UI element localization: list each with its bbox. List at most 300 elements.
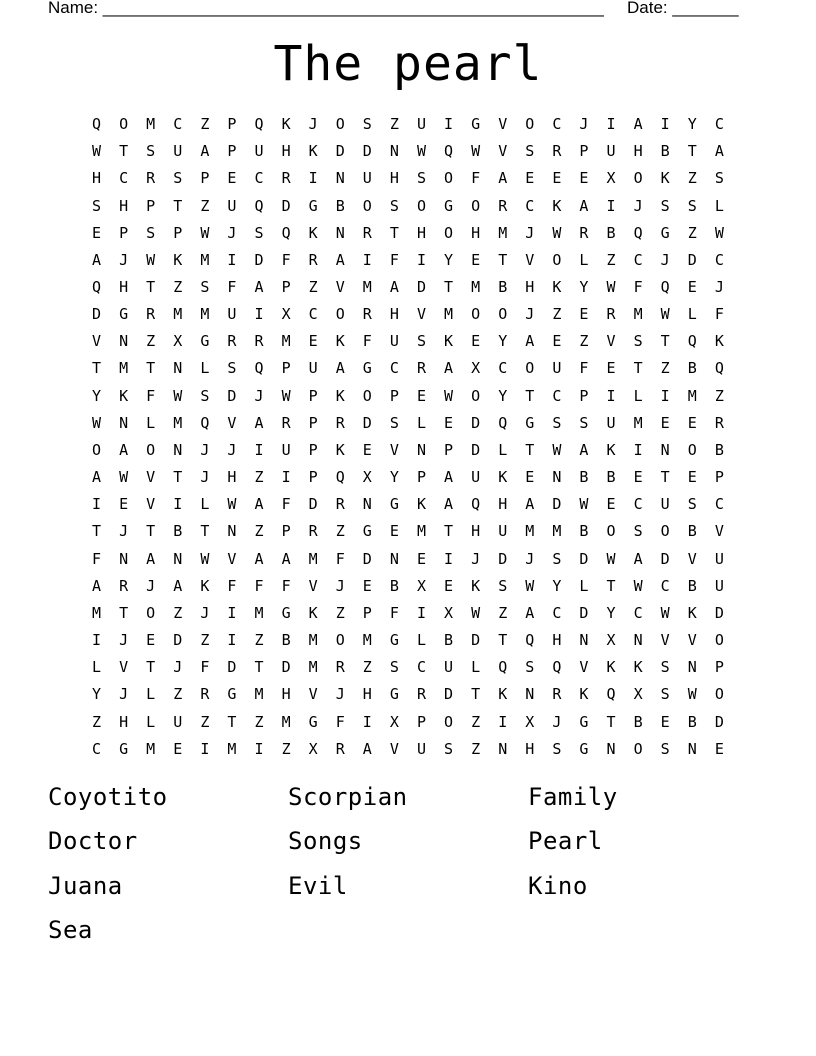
grid-cell: Q [200,413,210,432]
grid-cell: T [660,468,670,487]
grid-cell: G [119,739,129,758]
grid-cell: T [92,522,102,541]
grid-cell: O [660,522,670,541]
grid-cell: L [579,250,589,269]
grid-cell: Z [389,115,399,134]
grid-cell: J [227,223,237,242]
grid-cell: O [362,196,372,215]
grid-cell: O [444,169,454,188]
grid-cell: S [92,196,102,215]
grid-cell: J [119,631,129,650]
grid-cell: T [389,223,399,242]
grid-cell: F [146,386,156,405]
grid-cell: K [687,603,697,622]
grid-cell: I [660,115,670,134]
grid-cell: X [606,631,616,650]
grid-cell: R [416,685,426,704]
grid-cell: A [92,468,102,487]
grid-cell: Q [254,196,264,215]
grid-cell: R [498,196,508,215]
grid-cell: P [444,440,454,459]
grid-cell: N [227,522,237,541]
grid-cell: K [335,386,345,405]
grid-cell: J [146,576,156,595]
grid-cell: N [173,440,183,459]
grid-cell: T [633,359,643,378]
grid-cell: E [687,468,697,487]
grid-cell: E [362,576,372,595]
grid-cell: O [444,712,454,731]
grid-cell: Q [92,278,102,297]
grid-cell: U [714,576,724,595]
grid-cell: A [92,250,102,269]
grid-cell: X [633,685,643,704]
grid-row [83,192,733,219]
grid-cell: P [362,603,372,622]
grid-cell: I [92,631,102,650]
grid-cell: S [173,169,183,188]
grid-cell: N [335,169,345,188]
grid-cell: V [687,549,697,568]
grid-cell: V [146,495,156,514]
grid-cell: I [660,386,670,405]
grid-cell: D [416,278,426,297]
grid-cell: A [335,250,345,269]
grid-cell: E [579,169,589,188]
word-list-item: Coyotito [48,783,168,811]
grid-cell: X [362,468,372,487]
grid-cell: M [552,522,562,541]
grid-cell: Y [687,115,697,134]
grid-cell: V [498,142,508,161]
grid-cell: B [389,576,399,595]
grid-cell: U [714,549,724,568]
grid-cell: S [254,223,264,242]
grid-row [83,355,733,382]
grid-cell: T [498,250,508,269]
grid-cell: C [552,603,562,622]
grid-cell: O [335,631,345,650]
grid-cell: R [552,142,562,161]
grid-cell: Y [92,685,102,704]
grid-cell: H [471,522,481,541]
grid-cell: A [254,495,264,514]
grid-cell: U [173,712,183,731]
grid-cell: T [146,359,156,378]
grid-cell: E [362,440,372,459]
grid-cell: N [119,413,129,432]
grid-cell: I [416,250,426,269]
grid-cell: W [444,386,454,405]
grid-cell: H [119,196,129,215]
grid-cell: V [389,440,399,459]
grid-cell: T [146,278,156,297]
grid-cell: T [498,631,508,650]
grid-cell: K [335,332,345,351]
grid-cell: R [714,413,724,432]
grid-cell: A [92,576,102,595]
grid-cell: E [525,169,535,188]
grid-cell: M [227,739,237,758]
grid-cell: C [552,386,562,405]
grid-cell: L [633,386,643,405]
grid-cell: F [335,712,345,731]
grid-cell: Q [552,658,562,677]
grid-cell: K [416,495,426,514]
grid-row [83,681,733,708]
grid-cell: W [92,142,102,161]
grid-cell: C [633,495,643,514]
grid-cell: A [254,278,264,297]
grid-cell: Z [200,631,210,650]
grid-cell: W [471,603,481,622]
grid-cell: E [606,495,616,514]
grid-cell: M [254,603,264,622]
grid-cell: D [227,386,237,405]
grid-cell: A [633,115,643,134]
grid-cell: M [444,305,454,324]
grid-cell: I [416,603,426,622]
grid-cell: S [660,658,670,677]
grid-cell: I [254,739,264,758]
grid-cell: S [633,522,643,541]
grid-cell: A [714,142,724,161]
grid-cell: T [525,440,535,459]
grid-cell: C [308,305,318,324]
grid-cell: Y [498,386,508,405]
grid-cell: F [227,278,237,297]
grid-cell: O [525,359,535,378]
grid-cell: O [525,115,535,134]
grid-cell: S [525,658,535,677]
grid-cell: U [254,142,264,161]
grid-cell: E [714,739,724,758]
grid-cell: M [687,386,697,405]
grid-cell: T [606,576,616,595]
word-list-item: Sea [48,915,93,944]
grid-cell: H [416,223,426,242]
grid-cell: Q [687,332,697,351]
grid-cell: P [173,223,183,242]
grid-cell: B [714,440,724,459]
grid-cell: A [579,196,589,215]
grid-cell: Z [173,603,183,622]
grid-cell: R [335,658,345,677]
grid-cell: C [633,603,643,622]
grid-cell: L [200,359,210,378]
grid-cell: T [119,603,129,622]
grid-cell: Z [362,658,372,677]
grid-row [83,518,733,545]
grid-cell: G [389,495,399,514]
grid-cell: I [173,495,183,514]
grid-cell: E [416,386,426,405]
grid-cell: M [281,332,291,351]
grid-cell: U [552,359,562,378]
grid-cell: N [606,739,616,758]
grid-cell: R [308,522,318,541]
grid-cell: P [227,142,237,161]
grid-cell: C [525,196,535,215]
word-list-item: Kino [528,871,588,900]
grid-cell: M [281,712,291,731]
grid-cell: X [525,712,535,731]
grid-cell: X [173,332,183,351]
grid-cell: S [660,196,670,215]
grid-cell: W [416,142,426,161]
grid-cell: E [660,712,670,731]
grid-cell: V [227,549,237,568]
grid-cell: H [227,468,237,487]
grid-cell: A [444,495,454,514]
grid-cell: R [146,305,156,324]
grid-cell: U [227,196,237,215]
grid-row [83,165,733,192]
grid-row [83,111,733,138]
grid-cell: X [606,169,616,188]
grid-cell: A [146,549,156,568]
grid-cell: T [200,522,210,541]
grid-cell: I [444,115,454,134]
grid-cell: Z [254,468,264,487]
grid-cell: V [416,305,426,324]
grid-cell: G [389,685,399,704]
grid-cell: P [308,386,318,405]
grid-cell: S [579,413,589,432]
grid-cell: V [606,332,616,351]
grid-cell: H [362,685,372,704]
grid-cell: D [281,658,291,677]
grid-cell: F [200,658,210,677]
grid-cell: T [146,522,156,541]
grid-cell: U [606,142,616,161]
grid-cell: K [308,223,318,242]
grid-cell: O [92,440,102,459]
grid-cell: E [146,631,156,650]
grid-cell: Z [254,712,264,731]
grid-cell: F [579,359,589,378]
grid-cell: V [389,739,399,758]
word-list-item: Pearl [528,827,603,856]
grid-cell: L [146,712,156,731]
grid-cell: G [119,305,129,324]
grid-cell: N [416,440,426,459]
grid-cell: F [714,305,724,324]
grid-cell: W [606,278,616,297]
word-list-item: Songs [288,827,363,856]
grid-cell: D [471,413,481,432]
grid-cell: L [416,413,426,432]
grid-cell: M [146,115,156,134]
grid-cell: S [389,413,399,432]
grid-cell: W [200,549,210,568]
grid-cell: B [687,522,697,541]
grid-cell: P [714,468,724,487]
grid-cell: L [714,196,724,215]
grid-cell: J [525,223,535,242]
grid-cell: N [173,549,183,568]
word-list-item: Scorpian [288,783,408,811]
grid-cell: B [498,278,508,297]
grid-cell: D [173,631,183,650]
grid-cell: F [633,278,643,297]
grid-cell: O [687,440,697,459]
grid-cell: Z [471,739,481,758]
grid-cell: O [362,386,372,405]
grid-cell: K [119,386,129,405]
grid-cell: A [200,142,210,161]
grid-row [83,491,733,518]
grid-cell: E [444,576,454,595]
grid-cell: R [416,359,426,378]
grid-cell: J [173,658,183,677]
grid-cell: D [362,413,372,432]
grid-cell: G [579,739,589,758]
grid-cell: B [173,522,183,541]
grid-cell: A [525,332,535,351]
grid-cell: E [119,495,129,514]
grid-cell: N [173,359,183,378]
grid-cell: D [714,712,724,731]
grid-cell: K [660,169,670,188]
grid-cell: W [119,468,129,487]
grid-cell: V [525,250,535,269]
grid-cell: M [200,305,210,324]
grid-cell: N [687,658,697,677]
grid-cell: J [335,576,345,595]
grid-cell: T [444,278,454,297]
grid-cell: G [444,196,454,215]
grid-cell: Y [444,250,454,269]
grid-cell: E [525,468,535,487]
grid-cell: U [416,115,426,134]
grid-cell: Z [200,196,210,215]
grid-cell: R [227,332,237,351]
grid-row [83,654,733,681]
grid-cell: N [633,631,643,650]
grid-cell: G [362,359,372,378]
grid-cell: U [389,332,399,351]
grid-cell: H [119,712,129,731]
grid-cell: M [254,685,264,704]
grid-cell: S [444,739,454,758]
grid-cell: B [633,712,643,731]
grid-cell: W [687,685,697,704]
grid-cell: D [498,549,508,568]
grid-cell: S [714,169,724,188]
grid-cell: F [471,169,481,188]
grid-cell: C [660,576,670,595]
grid-cell: M [200,250,210,269]
grid-cell: S [416,169,426,188]
grid-cell: K [633,658,643,677]
grid-cell: H [552,631,562,650]
grid-cell: H [281,142,291,161]
grid-cell: X [308,739,318,758]
grid-cell: D [579,603,589,622]
grid-cell: O [633,169,643,188]
grid-cell: C [416,658,426,677]
grid-cell: D [335,142,345,161]
grid-cell: W [552,440,562,459]
grid-cell: E [552,169,562,188]
grid-cell: J [579,115,589,134]
grid-cell: V [498,115,508,134]
grid-cell: F [389,250,399,269]
grid-cell: P [200,169,210,188]
grid-cell: P [416,468,426,487]
grid-cell: K [281,115,291,134]
grid-cell: D [660,549,670,568]
grid-cell: I [227,631,237,650]
grid-cell: K [552,278,562,297]
grid-cell: V [119,658,129,677]
grid-cell: H [119,278,129,297]
grid-cell: G [227,685,237,704]
grid-cell: I [498,712,508,731]
grid-cell: R [579,223,589,242]
grid-cell: R [606,305,616,324]
grid-cell: W [525,576,535,595]
grid-cell: K [606,658,616,677]
grid-cell: K [308,142,318,161]
grid-cell: P [308,440,318,459]
grid-cell: T [119,142,129,161]
grid-cell: B [687,712,697,731]
grid-cell: L [200,495,210,514]
grid-cell: E [687,278,697,297]
grid-cell: N [119,549,129,568]
grid-cell: M [525,522,535,541]
grid-cell: F [362,332,372,351]
letter-grid [83,111,733,763]
grid-row [83,247,733,274]
word-list-item: Evil [288,871,348,900]
grid-cell: O [714,685,724,704]
grid-cell: O [714,631,724,650]
grid-cell: U [498,522,508,541]
grid-cell: V [335,278,345,297]
grid-cell: B [606,468,616,487]
grid-cell: S [687,495,697,514]
grid-cell: M [362,631,372,650]
grid-cell: Q [498,413,508,432]
grid-cell: Z [606,250,616,269]
grid-cell: U [227,305,237,324]
grid-row [83,546,733,573]
grid-cell: O [335,305,345,324]
grid-cell: T [444,522,454,541]
grid-cell: C [714,115,724,134]
grid-cell: S [146,223,156,242]
grid-cell: S [498,576,508,595]
grid-cell: U [173,142,183,161]
grid-cell: Q [498,658,508,677]
grid-cell: C [254,169,264,188]
grid-cell: Q [714,359,724,378]
grid-cell: R [200,685,210,704]
grid-cell: A [119,440,129,459]
grid-cell: D [471,440,481,459]
grid-cell: S [362,115,372,134]
grid-cell: Q [606,685,616,704]
grid-cell: I [606,115,616,134]
grid-cell: U [471,468,481,487]
grid-row [83,627,733,654]
grid-cell: O [146,603,156,622]
grid-cell: Q [633,223,643,242]
grid-cell: D [552,495,562,514]
